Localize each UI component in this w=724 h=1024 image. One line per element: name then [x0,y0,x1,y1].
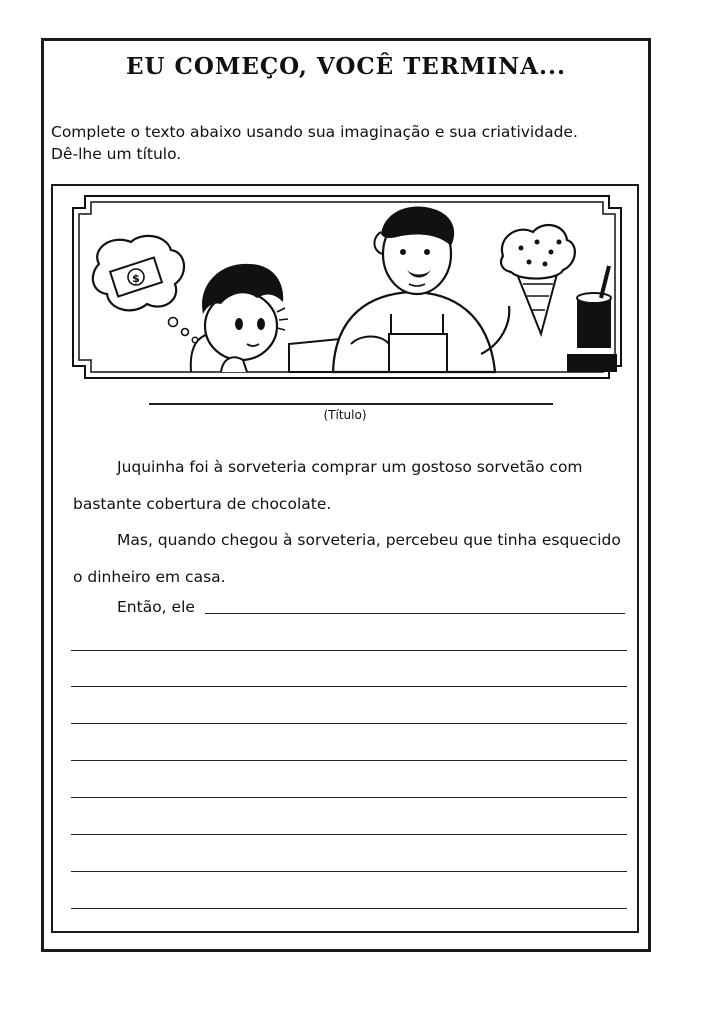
writing-line[interactable] [71,686,627,687]
boy-figure [191,264,288,372]
writing-line[interactable] [71,871,627,872]
paragraph-2-line-1: Mas, quando chegou à sorveteria, percebeu que tinha esquecido [117,531,621,549]
writing-line[interactable] [71,723,627,724]
story-paragraph-2 [73,522,633,596]
paragraph-1-line-2: bastante cobertura de chocolate. [73,495,332,513]
worksheet-title: EU COMEÇO, VOCÊ TERMINA... [125,53,567,80]
title-caption: (Título) [323,408,367,422]
writing-line[interactable] [71,797,627,798]
thought-bubble [93,236,198,343]
ice-cream-cone [501,225,575,334]
instructions [51,121,641,165]
paragraph-2-line-2: o dinheiro em casa. [73,568,226,586]
shopkeeper-figure [333,207,509,372]
topping-pot [567,266,617,372]
writing-line[interactable] [205,613,625,614]
story-paragraph-1 [73,449,633,523]
comic-illustration [71,194,623,380]
continuation-prompt: Então, ele [117,598,195,616]
dollar-symbol: $ [132,272,140,285]
writing-line[interactable] [71,760,627,761]
writing-line[interactable] [71,650,627,651]
title-answer-line[interactable] [149,403,553,405]
instruction-line-2: Dê-lhe um título. [51,145,182,163]
writing-line[interactable] [71,908,627,909]
worksheet-page [41,38,651,952]
instruction-line-1: Complete o texto abaixo usando sua imaginação e sua criatividade. [51,123,578,141]
paragraph-1-line-1: Juquinha foi à sorveteria comprar um gostoso sorvetão com [117,458,583,476]
story-box [51,184,639,933]
writing-line[interactable] [71,834,627,835]
